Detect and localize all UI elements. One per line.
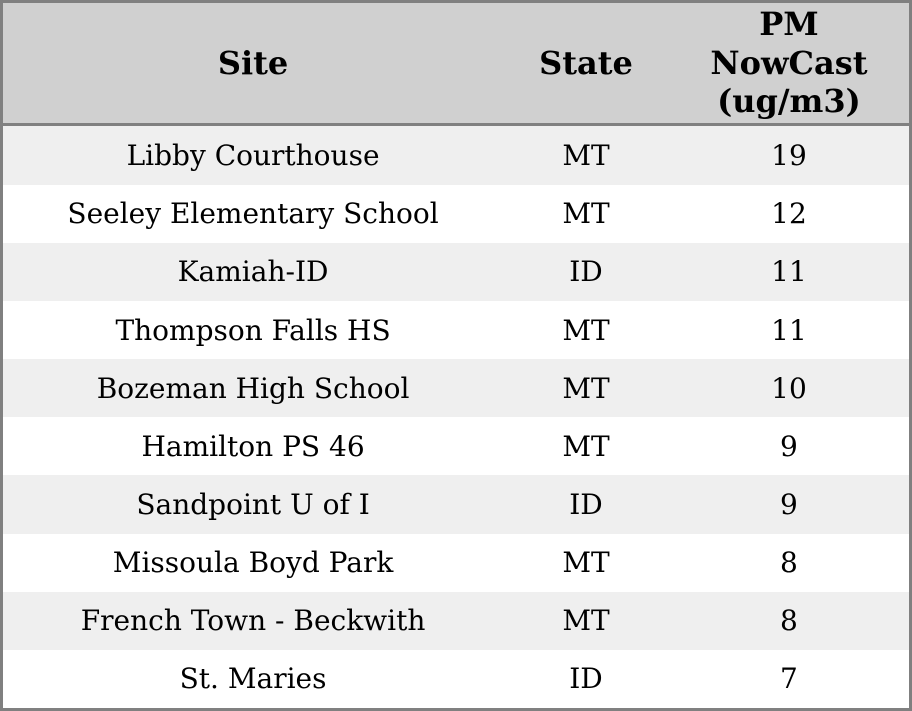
site-cell: Hamilton PS 46 (3, 417, 503, 475)
pm-value-cell: 12 (669, 185, 909, 243)
site-cell: Seeley Elementary School (3, 185, 503, 243)
header-pm-line2: NowCast (710, 43, 868, 82)
site-cell: Kamiah-ID (3, 243, 503, 301)
sites-table (3, 3, 909, 708)
site-cell: Thompson Falls HS (3, 301, 503, 359)
table-row (3, 301, 909, 359)
state-cell: MT (503, 534, 669, 592)
table-header (3, 3, 909, 124)
state-cell: ID (503, 650, 669, 708)
pm-value-cell: 8 (669, 592, 909, 650)
pm-value-cell: 7 (669, 650, 909, 708)
state-cell: ID (503, 475, 669, 533)
header-state: State (503, 3, 669, 124)
site-cell: Bozeman High School (3, 359, 503, 417)
state-cell: ID (503, 243, 669, 301)
state-cell: MT (503, 124, 669, 185)
state-cell: MT (503, 301, 669, 359)
state-cell: MT (503, 185, 669, 243)
table-row (3, 475, 909, 533)
table-row (3, 359, 909, 417)
header-row (3, 3, 909, 124)
header-pm-nowcast (669, 3, 909, 124)
pm-value-cell: 9 (669, 475, 909, 533)
table-row (3, 124, 909, 185)
table-row (3, 417, 909, 475)
table-row (3, 592, 909, 650)
header-site: Site (3, 3, 503, 124)
pm-value-cell: 11 (669, 243, 909, 301)
table-row (3, 534, 909, 592)
site-cell: Libby Courthouse (3, 124, 503, 185)
pm-value-cell: 8 (669, 534, 909, 592)
state-cell: MT (503, 417, 669, 475)
header-pm-line1: PM (759, 5, 819, 44)
site-cell: French Town - Beckwith (3, 592, 503, 650)
pm-value-cell: 10 (669, 359, 909, 417)
table-row (3, 185, 909, 243)
table-row (3, 650, 909, 708)
site-cell: St. Maries (3, 650, 503, 708)
site-cell: Missoula Boyd Park (3, 534, 503, 592)
site-cell: Sandpoint U of I (3, 475, 503, 533)
header-pm-line3: (ug/m3) (717, 81, 861, 120)
pm-value-cell: 11 (669, 301, 909, 359)
table-row (3, 243, 909, 301)
pm-value-cell: 19 (669, 124, 909, 185)
state-cell: MT (503, 592, 669, 650)
pm-value-cell: 9 (669, 417, 909, 475)
table-body (3, 124, 909, 708)
state-cell: MT (503, 359, 669, 417)
